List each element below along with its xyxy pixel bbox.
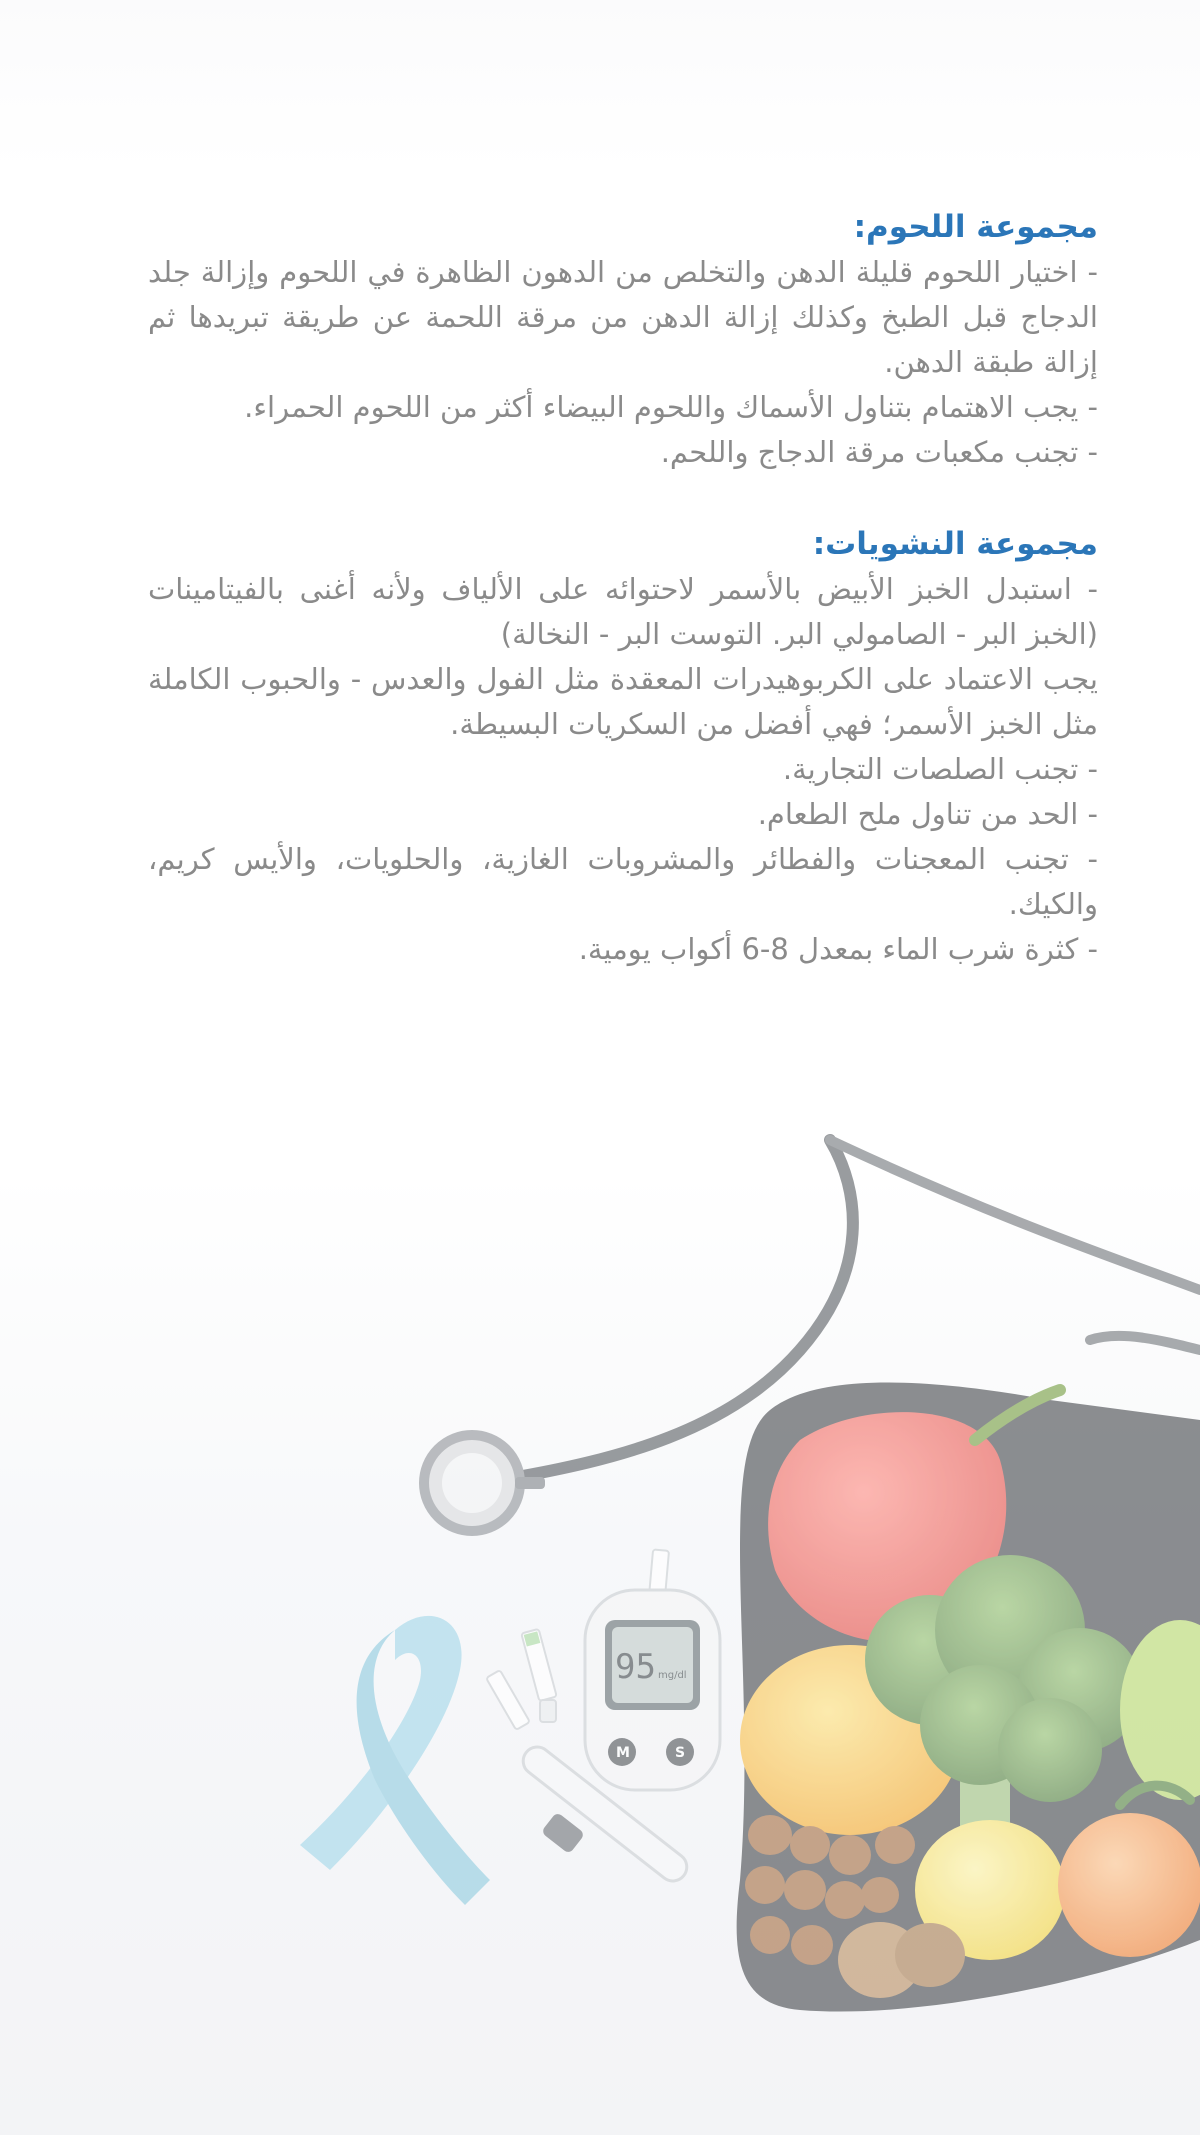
meter-unit: mg/dl (658, 1670, 687, 1681)
starch-group-heading: مجموعة النشويات: (812, 526, 1098, 562)
meter-button-m: M (616, 1745, 630, 1761)
meat-group-section (148, 204, 1098, 475)
meat-item-lean-meat: - اختيار اللحوم قليلة الدهن والتخلص من الدهون الظاهرة في اللحوم وإزالة جلد الدجاج قبل الطبخ وكذلك إزالة الدهن من مرقة اللحمة عن طريقة تبريدها ثم إزالة طبقة الدهن. (148, 255, 1098, 379)
meter-button-s: S (675, 1745, 686, 1761)
starch-item-limit-salt: - الحد من تناول ملح الطعام. (757, 797, 1098, 831)
health-illustration (0, 1100, 1200, 2135)
starch-item-drink-water: - كثرة شرب الماء بمعدل 8-6 أكواب يومية. (578, 932, 1098, 966)
diet-content (148, 204, 1098, 1018)
meat-item-fish-white-meat: - يجب الاهتمام بتناول الأسماك واللحوم البيضاء أكثر من اللحوم الحمراء. (244, 390, 1098, 424)
starch-item-complex-carbs: يجب الاعتماد على الكربوهيدرات المعقدة مثل الفول والعدس - والحبوب الكاملة مثل الخبز الأسمر؛ فهي أفضل من السكريات البسيطة. (148, 662, 1098, 741)
meat-item-avoid-stock-cubes: - تجنب مكعبات مرقة الدجاج واللحم. (660, 435, 1098, 469)
starch-item-brown-bread: - استبدل الخبز الأبيض بالأسمر لاحتوائه على الألياف ولأنه أغنى بالفيتامينات (الخبز البر - الصامولي البر. التوست البر - النخالة) (148, 572, 1098, 651)
meat-group-heading: مجموعة اللحوم: (853, 209, 1098, 245)
starch-item-avoid-sauces: - تجنب الصلصات التجارية. (782, 752, 1098, 786)
meter-reading: 95 (615, 1647, 656, 1687)
starch-group-section (148, 521, 1098, 972)
starch-item-avoid-sweets: - تجنب المعجنات والفطائر والمشروبات الغازية، والحلويات، والأيس كريم، والكيك. (148, 842, 1098, 921)
